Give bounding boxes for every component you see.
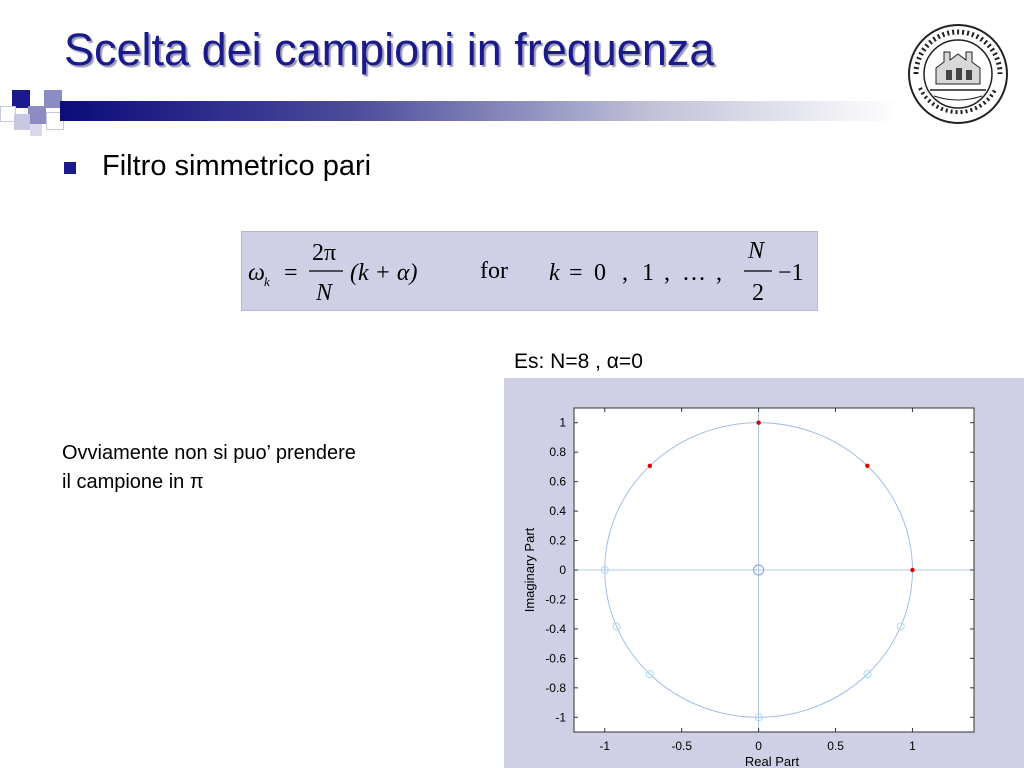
decor-square xyxy=(30,124,42,136)
y-tick-label: 0 xyxy=(559,563,566,577)
formula-two-den: 2 xyxy=(752,280,764,306)
zplane-chart xyxy=(504,378,1024,768)
sample-point-red xyxy=(910,568,914,572)
decor-square xyxy=(14,114,30,130)
formula-ellipsis: … xyxy=(682,260,706,286)
bullet-item xyxy=(64,150,371,183)
note-text xyxy=(62,439,462,497)
y-tick-label: 1 xyxy=(559,415,566,430)
formula-equals2: = xyxy=(569,260,583,286)
note-line-2: il campione in π xyxy=(62,471,204,493)
x-axis-label: Real Part xyxy=(744,754,800,768)
y-tick-label: -0.4 xyxy=(545,621,566,636)
formula-sep3: , xyxy=(716,260,722,286)
formula-subscript: k xyxy=(264,274,270,289)
y-tick-label: -0.2 xyxy=(545,592,566,607)
slide-title: Scelta dei campioni in frequenza xyxy=(64,24,715,75)
formula-omega: ω xyxy=(248,260,265,286)
formula-for: for xyxy=(480,258,508,284)
sample-point-red xyxy=(648,464,652,468)
y-tick-label: -0.6 xyxy=(545,651,566,666)
formula-group: (k + α) xyxy=(350,260,418,286)
university-seal-logo xyxy=(906,22,1010,126)
title-gradient xyxy=(60,101,900,121)
x-tick-label: -0.5 xyxy=(671,739,693,753)
formula-zero: 0 xyxy=(594,260,606,286)
bullet-icon xyxy=(64,162,76,174)
sample-point-red xyxy=(756,421,760,425)
example-label: Es: N=8 , α=0 xyxy=(514,350,643,373)
y-tick-label: -0.8 xyxy=(545,680,566,695)
y-tick-label: 0.4 xyxy=(549,504,566,519)
formula-one: 1 xyxy=(642,260,654,286)
formula-k: k xyxy=(549,260,560,286)
x-tick-label: 0.5 xyxy=(827,739,844,753)
formula-denominator: N xyxy=(316,280,333,306)
title-decoration-bar xyxy=(0,88,1024,136)
formula-box xyxy=(241,231,818,311)
formula-sep1: , xyxy=(622,260,628,286)
formula-equals: = xyxy=(284,260,298,286)
x-tick-label: 1 xyxy=(909,739,916,753)
formula-numerator: 2π xyxy=(312,240,337,266)
x-tick-label: 0 xyxy=(755,739,762,753)
y-tick-label: 0.6 xyxy=(549,474,566,489)
x-tick-label: -1 xyxy=(599,739,611,753)
y-tick-label: -1 xyxy=(555,710,566,725)
plot-panel xyxy=(504,378,1024,768)
formula-n-num: N xyxy=(748,238,765,264)
note-line-1: Ovviamente non si puo’ prendere xyxy=(62,442,356,464)
y-tick-label: 0.2 xyxy=(549,533,566,548)
y-tick-label: 0.8 xyxy=(549,445,566,460)
bullet-text: Filtro simmetrico pari xyxy=(102,150,372,182)
formula-sep2: , xyxy=(664,260,670,286)
formula-minus-one: −1 xyxy=(778,260,804,286)
sample-point-red xyxy=(865,464,869,468)
decor-square xyxy=(28,106,46,124)
y-axis-label: Imaginary Part xyxy=(522,527,537,613)
